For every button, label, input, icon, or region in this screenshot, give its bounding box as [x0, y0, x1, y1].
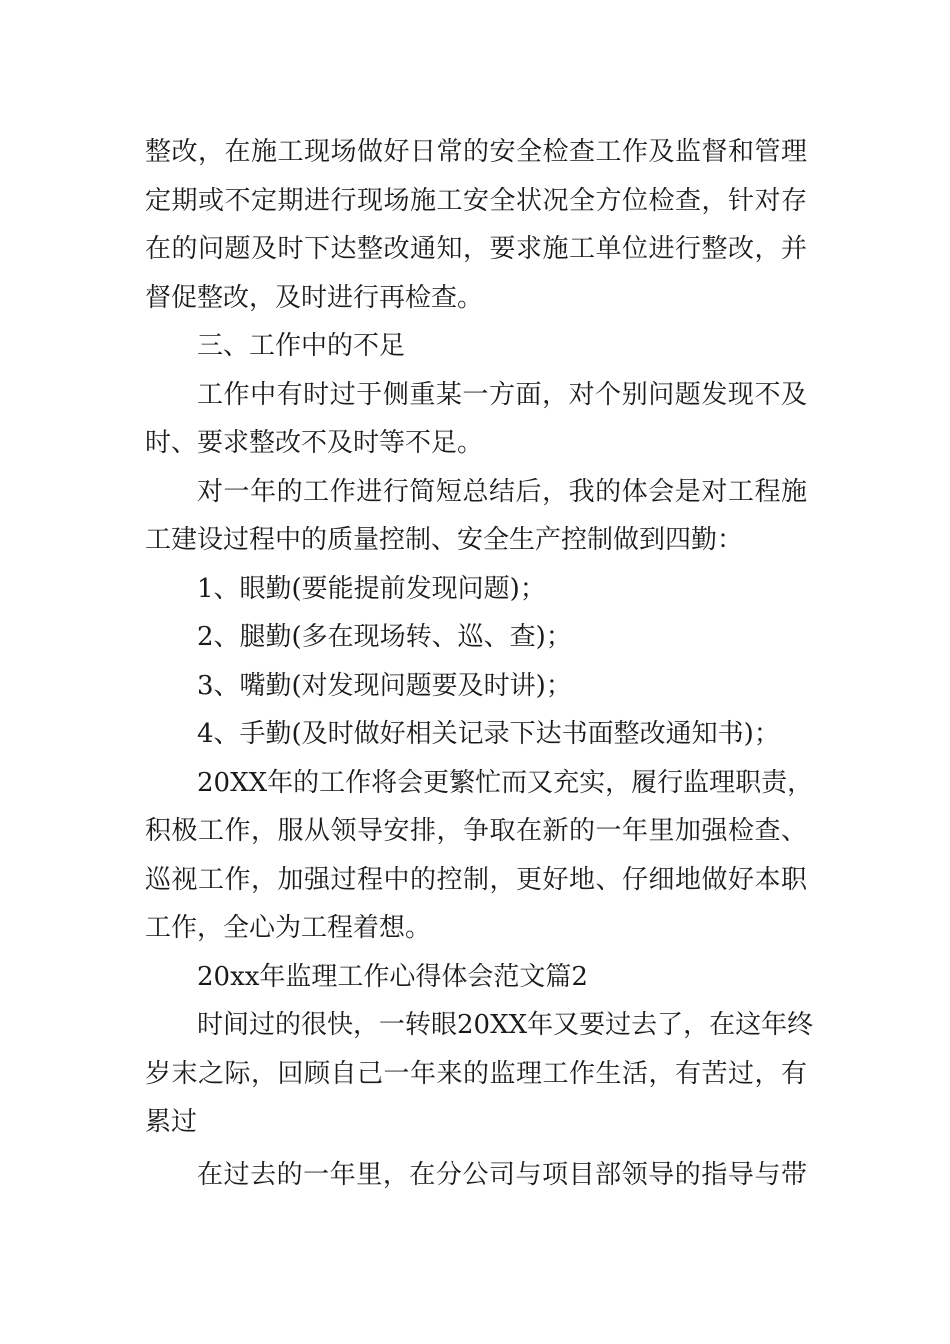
list-item: 3、嘴勤(对发现问题要及时讲)；: [197, 670, 572, 701]
section-heading: 三、工作中的不足: [197, 331, 406, 361]
paragraph-line: 20XX年的工作将会更繁忙而又充实，履行监理职责，: [197, 767, 814, 798]
document-body: [145, 128, 814, 1199]
list-item: 1、眼勤(要能提前发现问题)；: [197, 573, 546, 604]
article-title: 20xx年监理工作心得体会范文篇2: [197, 961, 588, 992]
paragraph-line: 岁末之际，回顾自己一年来的监理工作生活，有苦过，有: [145, 1058, 807, 1089]
paragraph-line: 督促整改，及时进行再检查。: [145, 282, 484, 313]
paragraph-line: 积极工作，服从领导安排，争取在新的一年里加强检查、: [145, 816, 807, 846]
paragraph-line: 时间过的很快，一转眼20XX年又要过去了，在这年终: [197, 1010, 814, 1040]
paragraph-line: 在过去的一年里，在分公司与项目部领导的指导与带: [197, 1159, 807, 1190]
paragraph-line: 工作，全心为工程着想。: [145, 913, 432, 943]
paragraph-line: 在的问题及时下达整改通知，要求施工单位进行整改，并: [145, 234, 807, 264]
paragraph-line: 工建设过程中的质量控制、安全生产控制做到四勤：: [145, 525, 744, 555]
paragraph-line: 累过: [145, 1107, 198, 1137]
paragraph-line: 对一年的工作进行简短总结后，我的体会是对工程施: [197, 476, 807, 507]
paragraph-line: 整改，在施工现场做好日常的安全检查工作及监督和管理: [145, 137, 807, 167]
paragraph-line: 定期或不定期进行现场施工安全状况全方位检查，针对存: [145, 185, 807, 216]
list-item: 2、腿勤(多在现场转、巡、查)；: [197, 622, 572, 652]
paragraph-line: 时、要求整改不及时等不足。: [145, 428, 484, 458]
paragraph-line: 工作中有时过于侧重某一方面，对个别问题发现不及: [197, 379, 807, 410]
list-item: 4、手勤(及时做好相关记录下达书面整改通知书)；: [197, 719, 780, 749]
paragraph-line: 巡视工作，加强过程中的控制，更好地、仔细地做好本职: [145, 864, 807, 895]
